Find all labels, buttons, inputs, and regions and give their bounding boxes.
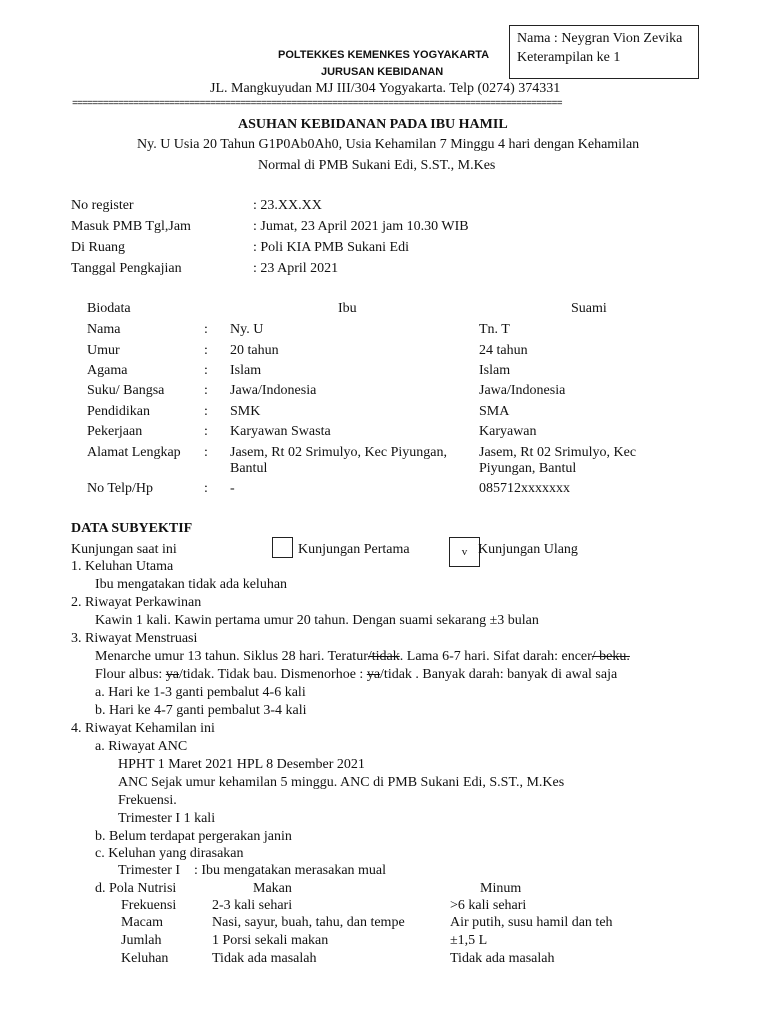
pergerakan-janin-text: b. Belum terdapat pergerakan janin bbox=[95, 829, 292, 844]
keluhan-trimester-value: : Ibu mengatakan merasakan mual bbox=[194, 863, 387, 878]
biodata-ibu-nama: Ny. U bbox=[230, 322, 264, 337]
biodata-label-pekerjaan: Pekerjaan bbox=[87, 424, 143, 439]
nutrisi-label-keluhan: Keluhan bbox=[121, 951, 169, 966]
biodata-suami-umur: 24 tahun bbox=[479, 343, 528, 358]
nutrisi-minum-macam: Air putih, susu hamil dan teh bbox=[450, 915, 613, 930]
flour-albus-label: Flour albus: bbox=[95, 667, 166, 682]
biodata-ibu-agama: Islam bbox=[230, 363, 262, 378]
assessment-date-value: : 23 April 2021 bbox=[253, 261, 339, 276]
admission-label: Masuk PMB Tgl,Jam bbox=[71, 219, 191, 234]
nutrisi-minum-jumlah: ±1,5 L bbox=[450, 933, 488, 948]
riwayat-menstruasi-line2 bbox=[95, 666, 617, 683]
biodata-header: Biodata bbox=[87, 301, 131, 316]
keluhan-utama-title: 1. Keluhan Utama bbox=[71, 559, 174, 574]
biodata-colon: : bbox=[204, 343, 208, 358]
nutrisi-makan-keluhan: Tidak ada masalah bbox=[212, 951, 317, 966]
menstruasi-siklus-text: Menarche umur 13 tahun. Siklus 28 hari. Teratur bbox=[95, 649, 368, 664]
trimester-frekuensi-text: Trimester I 1 kali bbox=[118, 811, 216, 826]
frekuensi-label: Frekuensi. bbox=[118, 793, 177, 808]
admission-value: : Jumat, 23 April 2021 jam 10.30 WIB bbox=[253, 219, 469, 234]
pola-nutrisi-title: d. Pola Nutrisi bbox=[95, 881, 177, 896]
room-label: Di Ruang bbox=[71, 240, 126, 255]
biodata-label-agama: Agama bbox=[87, 363, 128, 378]
biodata-header-ibu: Ibu bbox=[338, 301, 357, 316]
biodata-label-pendidikan: Pendidikan bbox=[87, 404, 150, 419]
institution-name: POLTEKKES KEMENKES YOGYAKARTA bbox=[278, 49, 490, 61]
biodata-ibu-suku: Jawa/Indonesia bbox=[230, 383, 317, 398]
riwayat-perkawinan-title: 2. Riwayat Perkawinan bbox=[71, 595, 202, 610]
nutrisi-makan-jumlah: 1 Porsi sekali makan bbox=[212, 933, 329, 948]
biodata-colon: : bbox=[204, 383, 208, 398]
nutrisi-makan-frekuensi: 2-3 kali sehari bbox=[212, 898, 293, 913]
biodata-header-suami: Suami bbox=[571, 301, 607, 316]
kunjungan-pertama-checkbox[interactable] bbox=[272, 537, 293, 558]
room-value: : Poli KIA PMB Sukani Edi bbox=[253, 240, 409, 255]
pembalut-hari-4-7: b. Hari ke 4-7 ganti pembalut 3-4 kali bbox=[95, 703, 307, 718]
biodata-colon: : bbox=[204, 481, 208, 496]
nutrisi-header-minum: Minum bbox=[480, 881, 522, 896]
menstruasi-lama-text: . Lama 6-7 hari. Sifat darah: encer bbox=[399, 649, 592, 664]
pembalut-hari-1-3: a. Hari ke 1-3 ganti pembalut 4-6 kali bbox=[95, 685, 306, 700]
nutrisi-minum-keluhan: Tidak ada masalah bbox=[450, 951, 555, 966]
biodata-colon: : bbox=[204, 322, 208, 337]
biodata-ibu-alamat-line2: Bantul bbox=[230, 461, 268, 476]
kunjungan-ulang-label: Kunjungan Ulang bbox=[478, 542, 578, 557]
banyak-darah-text: /tidak . Banyak darah: banyak di awal saja bbox=[380, 667, 618, 682]
nutrisi-minum-frekuensi: >6 kali sehari bbox=[450, 898, 527, 913]
dismenorhoe-text: /tidak. Tidak bau. Dismenorhoe : bbox=[179, 667, 367, 682]
biodata-suami-alamat: Jasem, Rt 02 Srimulyo, Kec bbox=[479, 445, 637, 460]
biodata-suami-pendidikan: SMA bbox=[479, 404, 510, 419]
biodata-label-telp: No Telp/Hp bbox=[87, 481, 154, 496]
struck-option-ya: ya bbox=[165, 667, 179, 682]
document-title: ASUHAN KEBIDANAN PADA IBU HAMIL bbox=[238, 117, 508, 132]
student-name-box bbox=[509, 25, 699, 79]
biodata-suami-agama: Islam bbox=[479, 363, 511, 378]
hpht-hpl-text: HPHT 1 Maret 2021 HPL 8 Desember 2021 bbox=[118, 757, 365, 772]
struck-option-beku: / beku. bbox=[591, 649, 630, 664]
biodata-ibu-pekerjaan: Karyawan Swasta bbox=[230, 424, 331, 439]
skill-number: Keterampilan ke 1 bbox=[517, 50, 621, 65]
biodata-ibu-alamat: Jasem, Rt 02 Srimulyo, Kec Piyungan, bbox=[230, 445, 447, 460]
riwayat-anc-title: a. Riwayat ANC bbox=[95, 739, 188, 754]
document-subtitle-line1: Ny. U Usia 20 Tahun G1P0Ab0Ah0, Usia Kehamilan 7 Minggu 4 hari dengan Kehamilan bbox=[137, 137, 640, 152]
biodata-colon: : bbox=[204, 424, 208, 439]
department-name: JURUSAN KEBIDANAN bbox=[321, 66, 444, 78]
biodata-suami-pekerjaan: Karyawan bbox=[479, 424, 537, 439]
nutrisi-header-makan: Makan bbox=[253, 881, 292, 896]
riwayat-menstruasi-line1 bbox=[95, 648, 630, 665]
nutrisi-label-frekuensi: Frekuensi bbox=[121, 898, 177, 913]
riwayat-menstruasi-title: 3. Riwayat Menstruasi bbox=[71, 631, 198, 646]
riwayat-kehamilan-title: 4. Riwayat Kehamilan ini bbox=[71, 721, 215, 736]
biodata-ibu-telp: - bbox=[230, 481, 235, 496]
biodata-colon: : bbox=[204, 404, 208, 419]
register-label: No register bbox=[71, 198, 134, 213]
header-rule: ================================================================================================ bbox=[72, 99, 562, 110]
biodata-ibu-umur: 20 tahun bbox=[230, 343, 279, 358]
biodata-colon: : bbox=[204, 445, 208, 460]
anc-sejak-text: ANC Sejak umur kehamilan 5 minggu. ANC di PMB Sukani Edi, S.ST., M.Kes bbox=[118, 775, 565, 790]
kunjungan-ulang-checkbox[interactable]: v bbox=[449, 537, 480, 567]
kunjungan-label: Kunjungan saat ini bbox=[71, 542, 177, 557]
section-heading-subjektif: DATA SUBYEKTIF bbox=[71, 521, 193, 536]
biodata-suami-suku: Jawa/Indonesia bbox=[479, 383, 566, 398]
biodata-colon: : bbox=[204, 363, 208, 378]
biodata-label-suku: Suku/ Bangsa bbox=[87, 383, 165, 398]
biodata-label-umur: Umur bbox=[87, 343, 120, 358]
register-value: : 23.XX.XX bbox=[253, 198, 322, 213]
student-name: Nama : Neygran Vion Zevika bbox=[517, 31, 683, 46]
biodata-ibu-pendidikan: SMK bbox=[230, 404, 261, 419]
institution-address: JL. Mangkuyudan MJ III/304 Yogyakarta. Telp (0274) 374331 bbox=[210, 81, 561, 96]
biodata-suami-alamat-line2: Piyungan, Bantul bbox=[479, 461, 577, 476]
biodata-label-alamat: Alamat Lengkap bbox=[87, 445, 181, 460]
keluhan-dirasakan-title: c. Keluhan yang dirasakan bbox=[95, 846, 244, 861]
riwayat-perkawinan-text: Kawin 1 kali. Kawin pertama umur 20 tahun. Dengan suami sekarang ±3 bulan bbox=[95, 613, 539, 628]
biodata-suami-telp: 085712xxxxxxx bbox=[479, 481, 570, 496]
kunjungan-pertama-label: Kunjungan Pertama bbox=[298, 542, 410, 557]
biodata-suami-nama: Tn. T bbox=[479, 322, 510, 337]
nutrisi-label-jumlah: Jumlah bbox=[121, 933, 162, 948]
struck-option-ya: ya bbox=[366, 667, 381, 682]
nutrisi-label-macam: Macam bbox=[121, 915, 163, 930]
assessment-date-label: Tanggal Pengkajian bbox=[71, 261, 182, 276]
nutrisi-makan-macam: Nasi, sayur, buah, tahu, dan tempe bbox=[212, 915, 405, 930]
struck-option-tidak: /tidak bbox=[367, 649, 400, 664]
biodata-label-nama: Nama bbox=[87, 322, 121, 337]
keluhan-utama-text: Ibu mengatakan tidak ada keluhan bbox=[95, 577, 288, 592]
document-subtitle-line2: Normal di PMB Sukani Edi, S.ST., M.Kes bbox=[258, 158, 496, 173]
keluhan-trimester-label: Trimester I bbox=[118, 863, 181, 878]
